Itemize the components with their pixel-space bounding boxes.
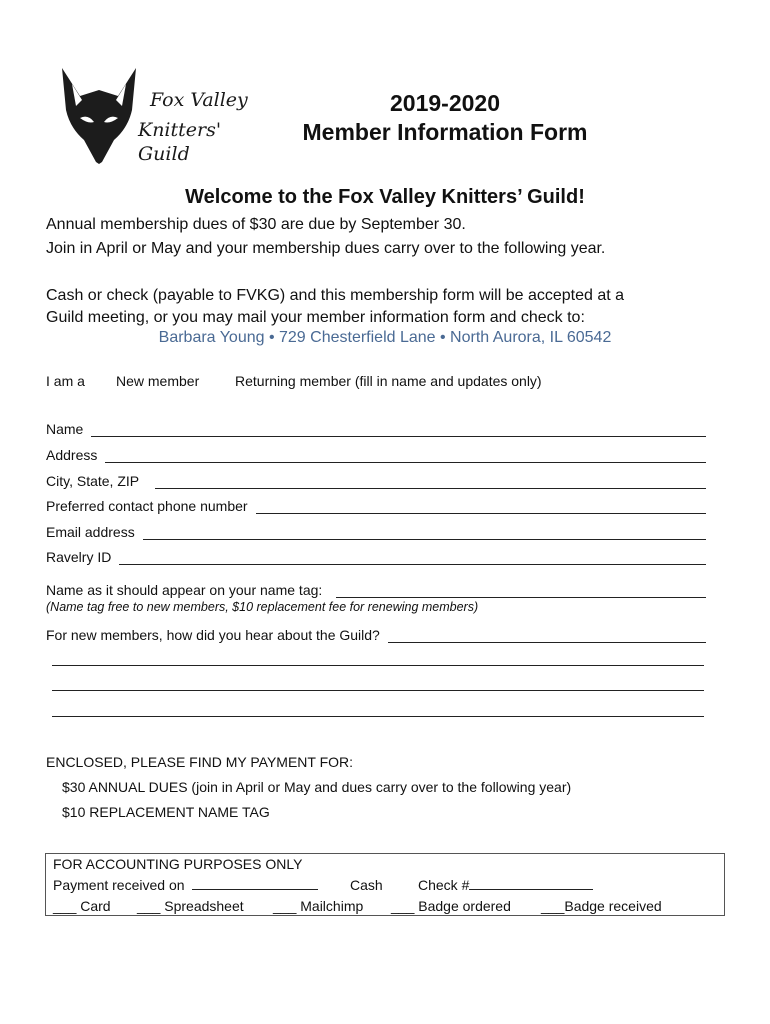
fox-head-icon [58, 66, 140, 166]
payment-heading: ENCLOSED, PLEASE FIND MY PAYMENT FOR: [46, 754, 354, 770]
form-title: Member Information Form [302, 119, 588, 145]
email-label: Email address [46, 524, 135, 540]
badge-ordered-item: ___ Badge ordered [391, 898, 511, 914]
accounting-heading: FOR ACCOUNTING PURPOSES ONLY [53, 856, 303, 872]
address-label: Address [46, 447, 98, 463]
check-row [418, 877, 593, 893]
check-number-line[interactable] [469, 877, 593, 890]
heard-extra-line-2[interactable] [52, 690, 704, 691]
intro-line-2: Join in April or May and your membership dues carry over to the following year. [46, 240, 606, 257]
intro-line-3: Cash or check (payable to FVKG) and this membership form will be accepted at a [46, 287, 625, 304]
payment-nametag-option[interactable]: $10 REPLACEMENT NAME TAG [62, 804, 270, 820]
heard-extra-line-1[interactable] [52, 665, 704, 666]
phone-line[interactable] [256, 499, 706, 514]
intro-line-4: Guild meeting, or you may mail your member information form and check to: [46, 309, 585, 326]
check-label: Check # [418, 877, 470, 893]
email-field[interactable] [46, 520, 706, 540]
nametag-note: (Name tag free to new members, $10 replacement fee for renewing members) [46, 600, 479, 614]
heard-line[interactable] [388, 628, 706, 643]
heard-field[interactable] [46, 623, 706, 643]
payment-received-row [53, 877, 318, 893]
cash-label: Cash [350, 877, 383, 893]
name-label: Name [46, 421, 84, 437]
phone-label: Preferred contact phone number [46, 498, 248, 514]
mailing-address: Barbara Young • 729 Chesterfield Lane • North Aurora, IL 60542 [158, 329, 612, 346]
name-line[interactable] [91, 422, 706, 437]
accounting-box [45, 853, 725, 916]
nametag-label: Name as it should appear on your name tag: [46, 582, 323, 598]
payment-received-label: Payment received on [53, 877, 185, 893]
city-state-zip-line[interactable] [155, 474, 706, 489]
city-state-zip-field[interactable] [46, 469, 706, 489]
spreadsheet-item: ___ Spreadsheet [137, 898, 244, 914]
guild-logo [58, 66, 268, 170]
logo-text-line1: Fox Valley [150, 89, 248, 111]
heard-label: For new members, how did you hear about the Guild? [46, 627, 380, 643]
ravelry-field[interactable] [46, 545, 706, 565]
address-line[interactable] [105, 448, 706, 463]
badge-received-item: ___Badge received [541, 898, 662, 914]
welcome-heading: Welcome to the Fox Valley Knitters’ Guild! [185, 186, 585, 208]
mailchimp-item: ___ Mailchimp [273, 898, 364, 914]
logo-text-line2: Knitters' Guild [138, 119, 222, 165]
membership-prefix: I am a [46, 373, 85, 389]
city-state-zip-label: City, State, ZIP [46, 473, 140, 489]
name-field[interactable] [46, 417, 706, 437]
payment-received-date-line[interactable] [192, 877, 318, 890]
form-year: 2019-2020 [390, 90, 500, 116]
payment-dues-option[interactable]: $30 ANNUAL DUES (join in April or May and dues carry over to the following year) [62, 779, 572, 795]
option-new-member[interactable]: New member [116, 373, 200, 389]
phone-field[interactable] [46, 494, 706, 514]
nametag-line[interactable] [336, 583, 706, 598]
card-item: ___ Card [53, 898, 111, 914]
address-field[interactable] [46, 443, 706, 463]
heard-extra-line-3[interactable] [52, 716, 704, 717]
intro-line-1: Annual membership dues of $30 are due by September 30. [46, 216, 466, 233]
email-line[interactable] [143, 525, 706, 540]
ravelry-label: Ravelry ID [46, 549, 112, 565]
nametag-field[interactable] [46, 578, 706, 598]
ravelry-line[interactable] [119, 550, 706, 565]
option-returning-member[interactable]: Returning member (fill in name and updates only) [235, 373, 542, 389]
